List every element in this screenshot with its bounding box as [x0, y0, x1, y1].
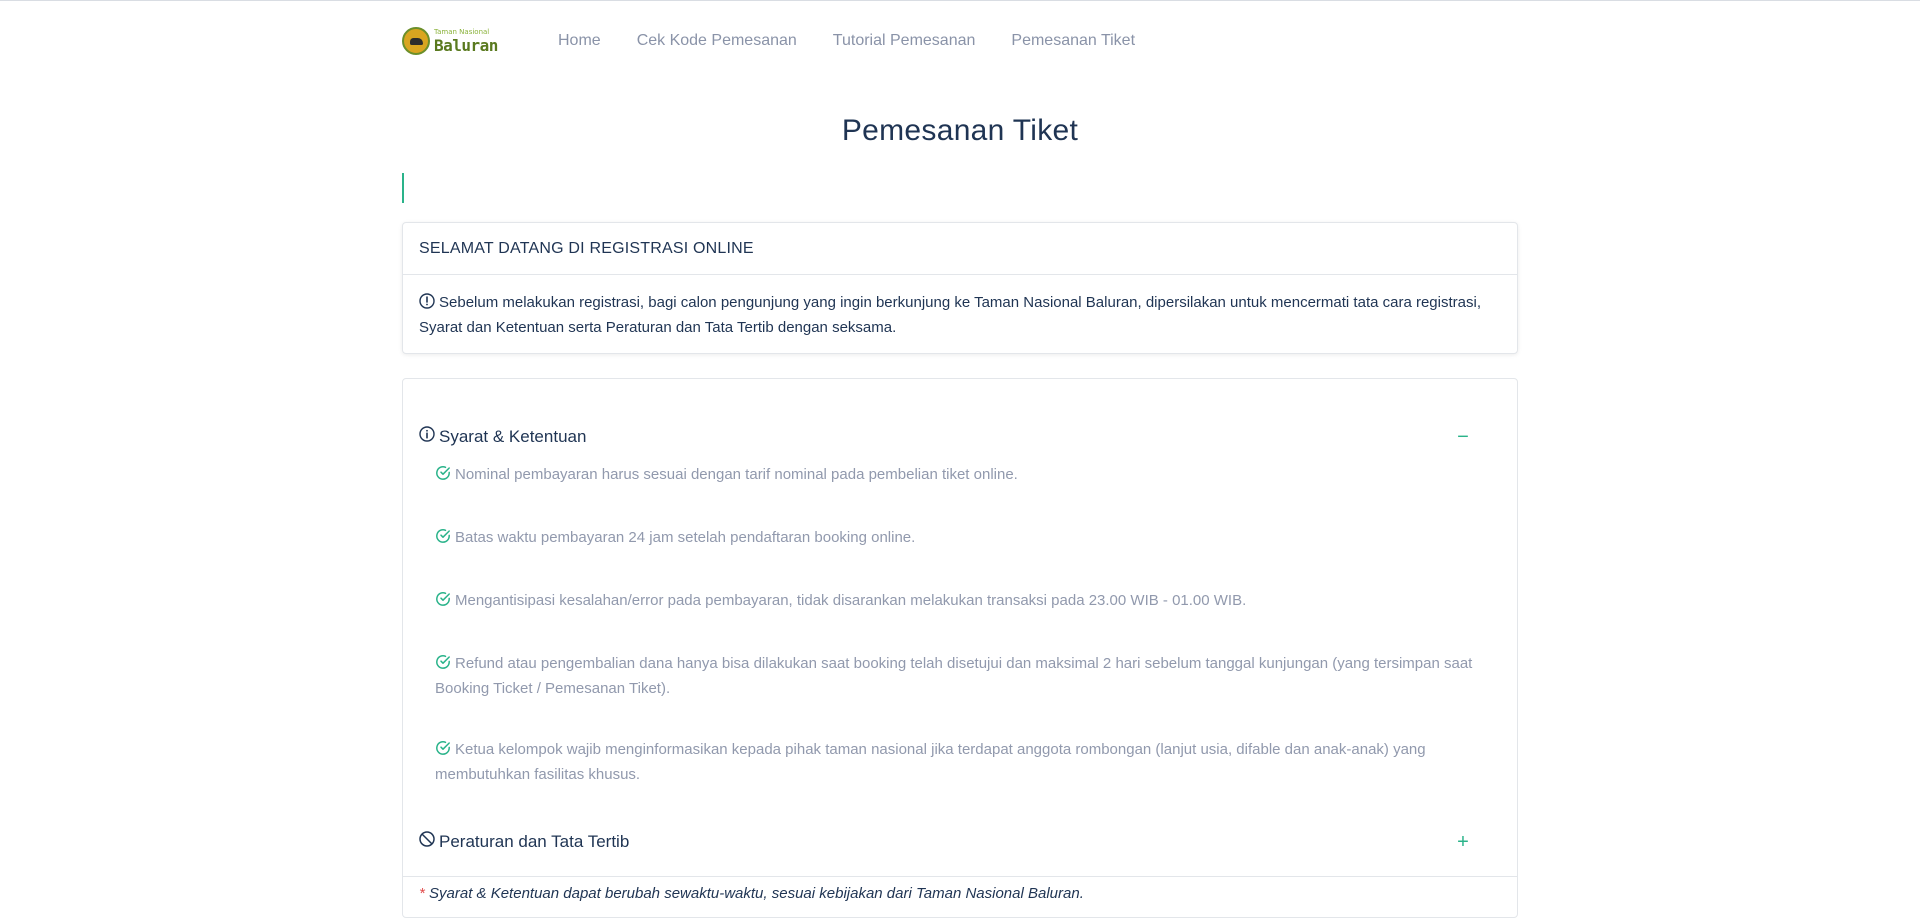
check-circle-icon — [435, 740, 451, 763]
check-circle-icon — [435, 654, 451, 677]
baluran-logo-icon — [402, 27, 430, 55]
check-circle-icon — [435, 528, 451, 551]
syarat-section-header[interactable] — [419, 426, 1473, 447]
term-text: Mengantisipasi kesalahan/error pada pembayaran, tidak disarankan melakukan transaksi pada 23.00 WIB - 01.00 WIB. — [455, 592, 1247, 609]
nav-cek-kode-link[interactable]: Cek Kode Pemesanan — [636, 32, 797, 49]
check-circle-icon — [435, 591, 451, 614]
term-text: Ketua kelompok wajib menginformasikan kepada pihak taman nasional jika terdapat anggota rombongan (lanjut usia, difable dan anak-anak) yang membutuhkan fasilitas khusus. — [435, 741, 1426, 783]
info-circle-icon — [419, 426, 435, 447]
collapse-icon[interactable]: − — [1457, 425, 1469, 448]
brand-logo[interactable] — [402, 21, 502, 61]
footnote-text: Syarat & Ketentuan dapat berubah sewaktu-waktu, sesuai kebijakan dari Taman Nasional Baluran. — [429, 885, 1084, 902]
welcome-card — [402, 222, 1518, 354]
list-item — [435, 589, 1246, 614]
exclamation-circle-icon — [419, 293, 435, 316]
divider — [403, 876, 1517, 877]
brand-small-text: Taman Nasional — [434, 27, 490, 36]
syarat-title: Syarat & Ketentuan — [439, 426, 587, 446]
peraturan-title: Peraturan dan Tata Tertib — [439, 831, 630, 851]
list-item — [435, 526, 915, 551]
list-item — [435, 463, 1018, 488]
accent-bar — [402, 173, 404, 203]
welcome-heading: SELAMAT DATANG DI REGISTRASI ONLINE — [403, 223, 1517, 275]
nav-home-link[interactable]: Home — [558, 32, 601, 49]
syarat-title-wrap — [419, 426, 586, 447]
terms-card — [402, 378, 1518, 918]
footnote-asterisk: * — [419, 885, 425, 902]
list-item — [435, 652, 1477, 700]
navbar — [402, 0, 1518, 82]
expand-icon[interactable]: + — [1457, 830, 1469, 853]
term-text: Nominal pembayaran harus sesuai dengan tarif nominal pada pembelian tiket online. — [455, 466, 1018, 483]
welcome-body — [403, 275, 1517, 339]
page-title: Pemesanan Tiket — [841, 114, 1079, 147]
nav-pemesanan-tiket-link[interactable]: Pemesanan Tiket — [1011, 32, 1136, 49]
brand-text — [434, 29, 498, 54]
brand-name: Baluran — [434, 35, 498, 55]
terms-footnote — [419, 885, 1084, 902]
peraturan-title-wrap — [419, 831, 629, 852]
nav-links — [558, 32, 1171, 50]
list-item — [435, 738, 1477, 786]
nav-tutorial-link[interactable]: Tutorial Pemesanan — [832, 32, 976, 49]
peraturan-section-header[interactable] — [419, 831, 1473, 852]
welcome-message: Sebelum melakukan registrasi, bagi calon pengunjung yang ingin berkunjung ke Taman Nasional Baluran, dipersilakan untuk mencermati tata cara registrasi, Syarat dan Ketentuan serta Peraturan dan Tata Tertib dengan seksama. — [419, 294, 1481, 336]
term-text: Batas waktu pembayaran 24 jam setelah pendaftaran booking online. — [455, 529, 916, 546]
check-circle-icon — [435, 465, 451, 488]
term-text: Refund atau pengembalian dana hanya bisa dilakukan saat booking telah disetujui dan maksimal 2 hari sebelum tanggal kunjungan (yang tersimpan saat Booking Ticket / Pemesanan Tiket). — [435, 655, 1473, 697]
ban-icon — [419, 831, 435, 852]
